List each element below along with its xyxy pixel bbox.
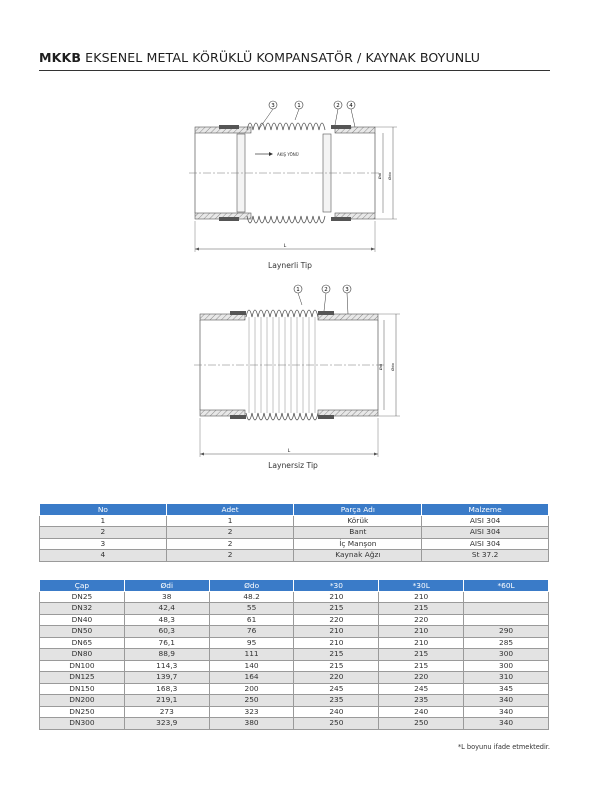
band2-left-top <box>230 311 246 315</box>
band-left-top <box>219 125 239 129</box>
table-row <box>40 626 549 638</box>
table-cell: 290 <box>464 626 549 638</box>
table-cell: 215 <box>294 603 379 615</box>
col-header-60l: *60L <box>464 580 549 592</box>
table-cell: 164 <box>209 672 294 684</box>
callout-2 <box>334 101 342 125</box>
table-cell: DN32 <box>40 603 125 615</box>
table-row <box>40 649 549 661</box>
table-cell: 4 <box>40 550 167 562</box>
figure-laynerli-caption: Laynerli Tip <box>268 261 312 270</box>
table-row <box>40 538 549 550</box>
dim-odo-label: Ødo <box>387 172 392 180</box>
table-row <box>40 637 549 649</box>
dim-l-label: L <box>283 244 287 249</box>
band2-left-bottom <box>230 415 246 419</box>
table-cell: DN25 <box>40 591 125 603</box>
figure-laynerli <box>185 96 415 261</box>
svg-text:1: 1 <box>296 287 300 293</box>
table-cell: 95 <box>209 637 294 649</box>
svg-text:1: 1 <box>297 103 301 109</box>
table-cell: 88,9 <box>124 649 209 661</box>
svg-text:4: 4 <box>349 103 353 109</box>
dim-odi-label: Ødi <box>377 172 382 180</box>
col-header-no: No <box>40 504 167 516</box>
callout2-1 <box>294 285 302 305</box>
table-cell: 2 <box>166 550 294 562</box>
callout2-3 <box>343 285 351 314</box>
callout-4 <box>347 101 355 127</box>
table-cell: DN100 <box>40 660 125 672</box>
table-cell: 215 <box>379 649 464 661</box>
callout2-2 <box>322 285 330 311</box>
table-cell: 380 <box>209 718 294 730</box>
table-cell: 235 <box>294 695 379 707</box>
table-cell: 76,1 <box>124 637 209 649</box>
table-cell: AISI 304 <box>422 538 549 550</box>
band2-right-top <box>318 311 334 315</box>
parts-table <box>39 503 549 562</box>
col-header-30: *30 <box>294 580 379 592</box>
title-divider <box>39 70 550 71</box>
figure-laynersiz-caption: Laynersiz Tip <box>268 461 318 470</box>
table-cell: 240 <box>294 706 379 718</box>
table-cell: DN250 <box>40 706 125 718</box>
table-cell: 210 <box>379 591 464 603</box>
table-cell: 3 <box>40 538 167 550</box>
title-text: EKSENEL METAL KÖRÜKLÜ KOMPANSATÖR / KAYNAK BOYUNLU <box>81 50 481 65</box>
table-cell: DN125 <box>40 672 125 684</box>
table-cell: 210 <box>379 626 464 638</box>
band-right-bottom <box>331 217 351 221</box>
table-cell: DN80 <box>40 649 125 661</box>
table-cell: 250 <box>209 695 294 707</box>
table-cell: 55 <box>209 603 294 615</box>
svg-text:3: 3 <box>271 103 275 109</box>
table-cell: 168,3 <box>124 683 209 695</box>
table-cell: 210 <box>379 637 464 649</box>
table-cell: 220 <box>294 672 379 684</box>
table-cell: 340 <box>464 695 549 707</box>
table-cell: 1 <box>40 515 167 527</box>
svg-text:2: 2 <box>324 287 328 293</box>
table-cell: 114,3 <box>124 660 209 672</box>
bellows2-bottom <box>246 413 318 420</box>
table-cell: AISI 304 <box>422 527 549 539</box>
table-cell: 140 <box>209 660 294 672</box>
bellows-bottom <box>247 216 325 223</box>
col-header-adet: Adet <box>166 504 294 516</box>
table-row <box>40 706 549 718</box>
table-cell: 240 <box>379 706 464 718</box>
table-cell: 215 <box>379 660 464 672</box>
svg-text:2: 2 <box>336 103 340 109</box>
table-cell: 250 <box>379 718 464 730</box>
table-cell: Kaynak Ağzı <box>294 550 422 562</box>
col-header-odi: Ødi <box>124 580 209 592</box>
table-row <box>40 527 549 539</box>
table-row <box>40 718 549 730</box>
table-cell: 215 <box>294 660 379 672</box>
figure-laynersiz <box>190 283 420 458</box>
table-cell: DN200 <box>40 695 125 707</box>
flow-direction-label: AKIŞ YÖNÜ <box>277 152 299 157</box>
table-cell: 1 <box>166 515 294 527</box>
page-title <box>39 50 480 65</box>
table-cell: 220 <box>379 672 464 684</box>
table-cell: 245 <box>294 683 379 695</box>
table-cell: 38 <box>124 591 209 603</box>
table-row <box>40 695 549 707</box>
dim2-odi-label: Ødi <box>378 363 383 371</box>
table-cell <box>464 603 549 615</box>
table-cell: İç Manşon <box>294 538 422 550</box>
table-cell: St 37.2 <box>422 550 549 562</box>
table-cell: DN50 <box>40 626 125 638</box>
table-cell: 200 <box>209 683 294 695</box>
table-cell: 60,3 <box>124 626 209 638</box>
table-cell: Bant <box>294 527 422 539</box>
table-cell: Körük <box>294 515 422 527</box>
bellows-top <box>247 123 325 130</box>
table-cell <box>464 614 549 626</box>
table-row <box>40 614 549 626</box>
table-cell: 61 <box>209 614 294 626</box>
table-cell: 210 <box>294 637 379 649</box>
table-row <box>40 591 549 603</box>
col-header-parca-adi: Parça Adı <box>294 504 422 516</box>
table-cell: 345 <box>464 683 549 695</box>
table-row <box>40 515 549 527</box>
table-cell: DN40 <box>40 614 125 626</box>
table-cell: 250 <box>294 718 379 730</box>
callout-1 <box>295 101 303 120</box>
table-cell: 210 <box>294 626 379 638</box>
table-row <box>40 660 549 672</box>
table-cell: 76 <box>209 626 294 638</box>
title-model: MKKB <box>39 50 82 65</box>
table-cell: 220 <box>294 614 379 626</box>
table-cell: 210 <box>294 591 379 603</box>
table-cell: 111 <box>209 649 294 661</box>
col-header-30l: *30L <box>379 580 464 592</box>
table-cell: 2 <box>166 538 294 550</box>
dimensions-table-header <box>40 580 549 592</box>
table-cell: 215 <box>294 649 379 661</box>
band2-right-bottom <box>318 415 334 419</box>
callout-3 <box>259 101 277 129</box>
table-cell: 219,1 <box>124 695 209 707</box>
table-cell: 220 <box>379 614 464 626</box>
table-cell: 48,3 <box>124 614 209 626</box>
dim2-l-label: L <box>287 449 291 454</box>
col-header-odo: Ødo <box>209 580 294 592</box>
table-cell: 340 <box>464 706 549 718</box>
table-row <box>40 683 549 695</box>
parts-table-header <box>40 504 549 516</box>
table-cell: 273 <box>124 706 209 718</box>
table-cell: 310 <box>464 672 549 684</box>
col-header-cap: Çap <box>40 580 125 592</box>
table-cell: 323,9 <box>124 718 209 730</box>
col-header-malzeme: Malzeme <box>422 504 549 516</box>
svg-text:3: 3 <box>345 287 349 293</box>
table-cell: DN300 <box>40 718 125 730</box>
table-cell: 48.2 <box>209 591 294 603</box>
dimensions-table <box>39 579 549 730</box>
footnote: *L boyunu ifade etmektedir. <box>457 743 550 751</box>
table-cell: AISI 304 <box>422 515 549 527</box>
table-cell: 340 <box>464 718 549 730</box>
table-cell <box>464 591 549 603</box>
table-cell: 235 <box>379 695 464 707</box>
table-row <box>40 550 549 562</box>
table-cell: 300 <box>464 649 549 661</box>
table-cell: DN65 <box>40 637 125 649</box>
bellows2-top <box>246 310 318 317</box>
table-cell: 139,7 <box>124 672 209 684</box>
table-row <box>40 672 549 684</box>
table-cell: 285 <box>464 637 549 649</box>
dim2-odo-label: Ødo <box>390 363 395 371</box>
table-cell: 323 <box>209 706 294 718</box>
band-right-top <box>331 125 351 129</box>
table-row <box>40 603 549 615</box>
table-cell: 2 <box>166 527 294 539</box>
band-left-bottom <box>219 217 239 221</box>
table-cell: 42,4 <box>124 603 209 615</box>
table-cell: 2 <box>40 527 167 539</box>
table-cell: 300 <box>464 660 549 672</box>
table-cell: DN150 <box>40 683 125 695</box>
table-cell: 245 <box>379 683 464 695</box>
table-cell: 215 <box>379 603 464 615</box>
